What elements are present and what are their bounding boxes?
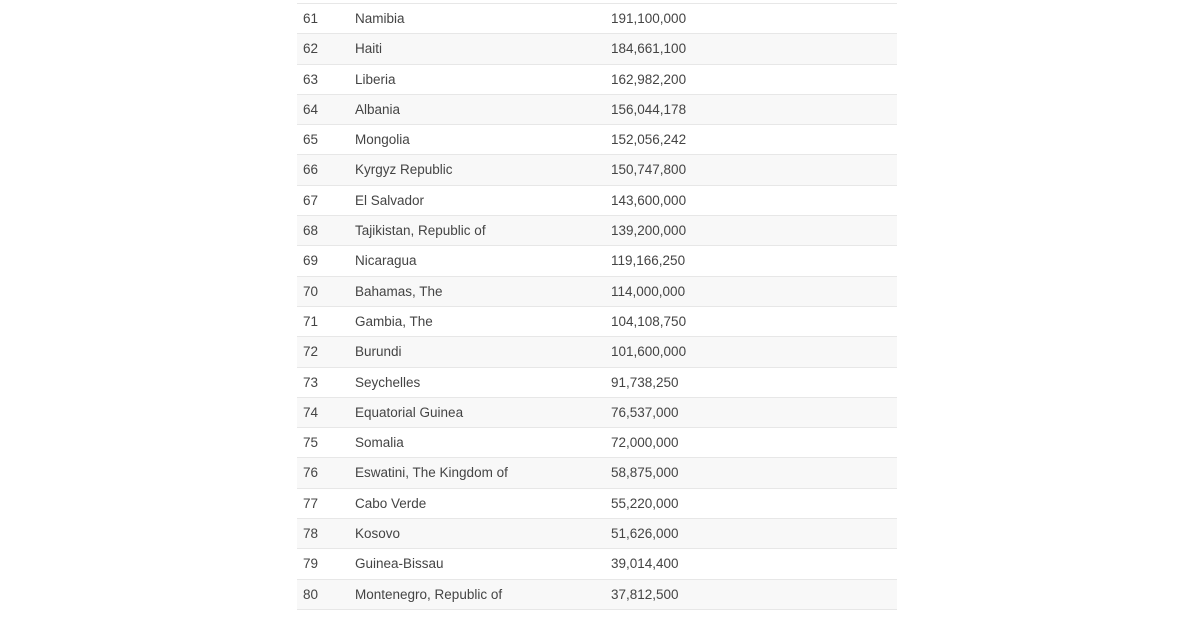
value-cell: 91,738,250 bbox=[611, 374, 679, 390]
country-cell: El Salvador bbox=[355, 192, 425, 208]
country-cell: Liberia bbox=[355, 71, 396, 87]
ranking-table bbox=[297, 3, 897, 610]
table-row bbox=[297, 186, 897, 216]
table-row bbox=[297, 277, 897, 307]
country-cell: Bahamas, The bbox=[355, 283, 443, 299]
rank-cell: 77 bbox=[303, 495, 319, 511]
table-row bbox=[297, 519, 897, 549]
table-row bbox=[297, 125, 897, 155]
country-cell: Albania bbox=[355, 101, 401, 117]
rank-cell: 73 bbox=[303, 374, 319, 390]
value-cell: 51,626,000 bbox=[611, 526, 679, 542]
rank-cell: 61 bbox=[303, 11, 319, 26]
value-cell: 162,982,200 bbox=[611, 71, 687, 87]
country-cell: Seychelles bbox=[355, 374, 421, 390]
table-row bbox=[297, 95, 897, 125]
value-cell: 37,812,500 bbox=[611, 586, 679, 602]
rank-cell: 74 bbox=[303, 404, 319, 420]
value-cell: 58,875,000 bbox=[611, 465, 679, 481]
rank-cell: 66 bbox=[303, 162, 319, 178]
table-row bbox=[297, 4, 897, 34]
table-row bbox=[297, 428, 897, 458]
country-cell: Eswatini, The Kingdom of bbox=[355, 465, 508, 481]
rank-cell: 72 bbox=[303, 344, 319, 360]
rank-cell: 63 bbox=[303, 71, 319, 87]
country-cell: Haiti bbox=[355, 41, 383, 57]
country-cell: Tajikistan, Republic of bbox=[355, 223, 486, 239]
country-cell: Nicaragua bbox=[355, 253, 417, 269]
table-row bbox=[297, 458, 897, 488]
value-cell: 191,100,000 bbox=[611, 11, 687, 26]
value-cell: 76,537,000 bbox=[611, 404, 679, 420]
country-cell: Kyrgyz Republic bbox=[355, 162, 453, 178]
rank-cell: 64 bbox=[303, 101, 319, 117]
value-cell: 119,166,250 bbox=[611, 253, 686, 269]
rank-cell: 65 bbox=[303, 132, 319, 148]
country-cell: Gambia, The bbox=[355, 313, 433, 329]
rank-cell: 70 bbox=[303, 283, 319, 299]
rank-cell: 75 bbox=[303, 435, 319, 451]
value-cell: 152,056,242 bbox=[611, 132, 687, 148]
table-row bbox=[297, 368, 897, 398]
table-row bbox=[297, 398, 897, 428]
country-cell: Montenegro, Republic of bbox=[355, 586, 503, 602]
rank-cell: 68 bbox=[303, 223, 319, 239]
table-row bbox=[297, 549, 897, 579]
table-row bbox=[297, 155, 897, 185]
table-row bbox=[297, 246, 897, 276]
table-row bbox=[297, 580, 897, 610]
value-cell: 104,108,750 bbox=[611, 313, 687, 329]
value-cell: 55,220,000 bbox=[611, 495, 679, 511]
country-cell: Mongolia bbox=[355, 132, 410, 148]
rank-cell: 71 bbox=[303, 313, 319, 329]
rank-cell: 80 bbox=[303, 586, 319, 602]
rank-cell: 79 bbox=[303, 556, 319, 572]
rank-cell: 69 bbox=[303, 253, 319, 269]
country-cell: Namibia bbox=[355, 11, 405, 26]
value-cell: 143,600,000 bbox=[611, 192, 687, 208]
table-row bbox=[297, 65, 897, 95]
value-cell: 139,200,000 bbox=[611, 223, 687, 239]
table-row bbox=[297, 216, 897, 246]
country-cell: Kosovo bbox=[355, 526, 401, 542]
rank-cell: 62 bbox=[303, 41, 319, 57]
value-cell: 156,044,178 bbox=[611, 101, 687, 117]
table-row bbox=[297, 34, 897, 64]
country-cell: Guinea-Bissau bbox=[355, 556, 444, 572]
country-cell: Somalia bbox=[355, 435, 404, 451]
value-cell: 184,661,100 bbox=[611, 41, 687, 57]
value-cell: 150,747,800 bbox=[611, 162, 687, 178]
country-cell: Cabo Verde bbox=[355, 495, 427, 511]
value-cell: 114,000,000 bbox=[611, 283, 686, 299]
rank-cell: 67 bbox=[303, 192, 319, 208]
value-cell: 72,000,000 bbox=[611, 435, 679, 451]
table-row bbox=[297, 489, 897, 519]
table-row bbox=[297, 307, 897, 337]
rank-cell: 76 bbox=[303, 465, 319, 481]
table-row bbox=[297, 337, 897, 367]
value-cell: 101,600,000 bbox=[611, 344, 687, 360]
rank-cell: 78 bbox=[303, 526, 319, 542]
country-cell: Equatorial Guinea bbox=[355, 404, 464, 420]
country-cell: Burundi bbox=[355, 344, 402, 360]
value-cell: 39,014,400 bbox=[611, 556, 679, 572]
